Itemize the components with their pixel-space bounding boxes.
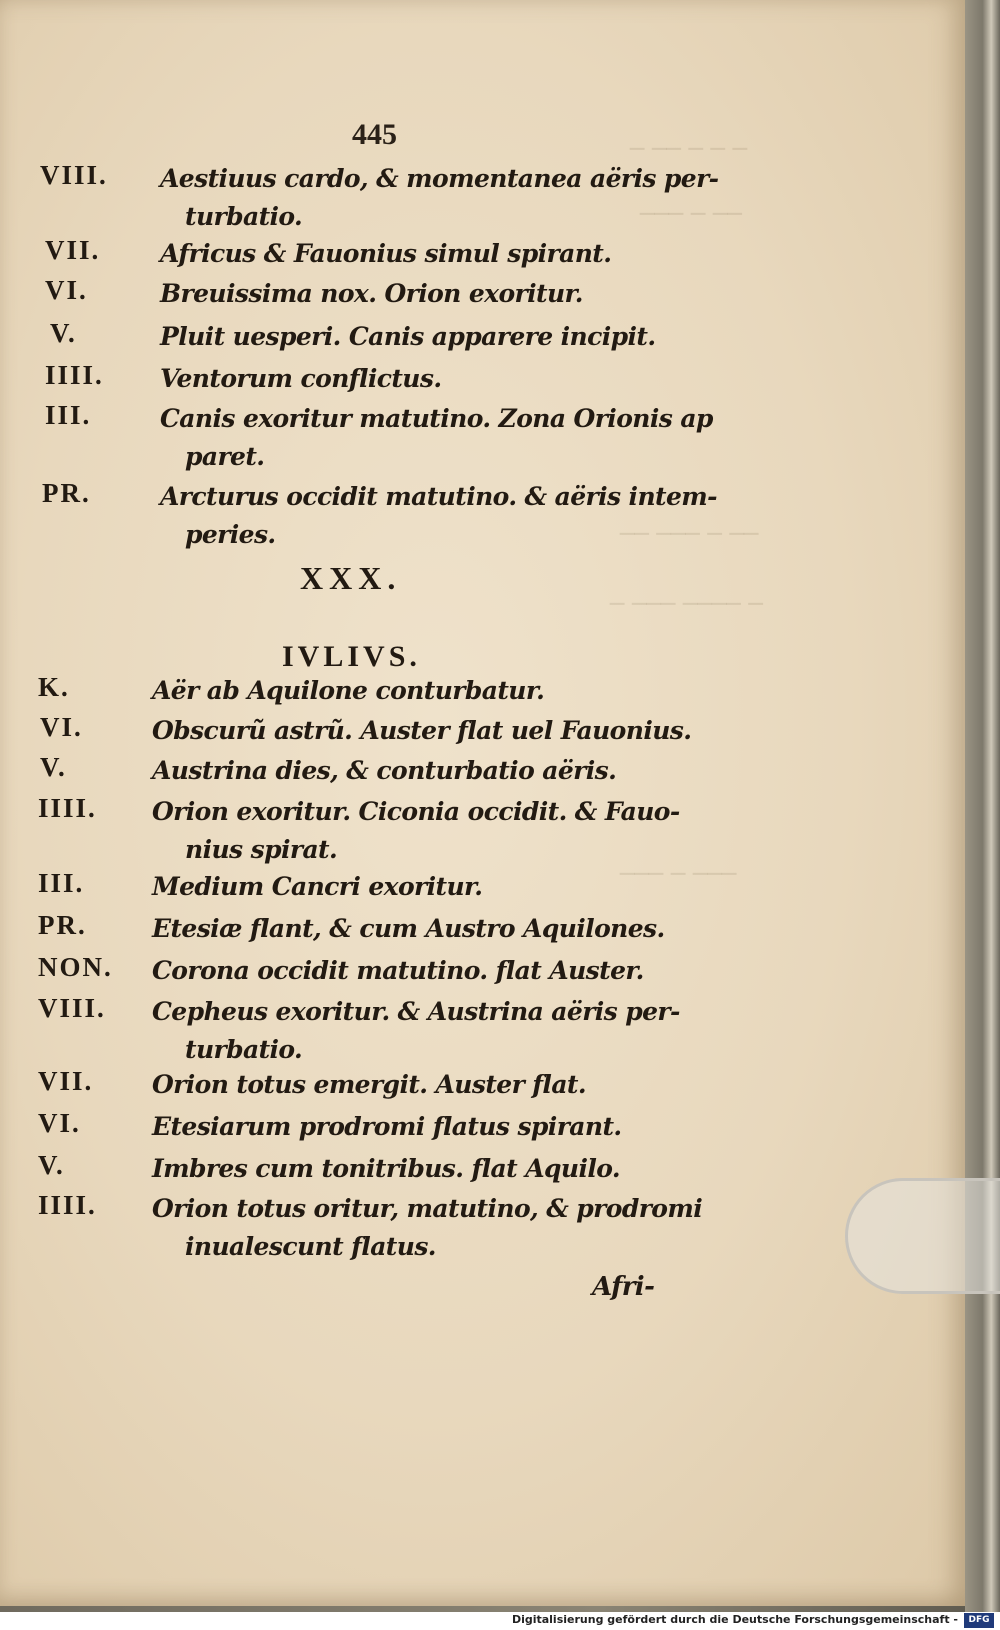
entry-text: Orion totus emergit. Auster flat.: [152, 1070, 586, 1099]
entry-continuation: turbatio.: [185, 202, 303, 231]
entry-text: Etesiarum prodromi flatus spirant.: [152, 1112, 622, 1141]
entry-text: Aër ab Aquilone conturbatur.: [152, 676, 545, 705]
date-numeral: VIII.: [40, 160, 108, 190]
date-numeral: PR.: [42, 478, 91, 508]
month-heading: IVLIVS.: [282, 640, 421, 673]
date-numeral: VII.: [45, 235, 101, 265]
entry-text: Corona occidit matutino. flat Auster.: [152, 956, 644, 985]
entry-continuation: inualescunt flatus.: [185, 1232, 436, 1261]
entry-text: Medium Cancri exoritur.: [152, 872, 483, 901]
date-numeral: NON.: [38, 952, 113, 982]
entry-continuation: turbatio.: [185, 1035, 303, 1064]
dfg-logo: DFG: [964, 1613, 994, 1628]
entry-text: Obscurũ astrũ. Auster flat uel Fauonius.: [152, 716, 692, 745]
page-number: 445: [352, 118, 397, 151]
entry-continuation: peries.: [185, 520, 276, 549]
bleed-through: ─ ── ─ ─ ─: [630, 135, 748, 163]
date-numeral: IIII.: [45, 360, 104, 390]
date-numeral: VI.: [45, 275, 88, 305]
entry-text: Africus & Fauonius simul spirant.: [160, 239, 612, 268]
entry-continuation: paret.: [185, 442, 265, 471]
date-numeral: III.: [45, 400, 92, 430]
page-clip: [845, 1178, 1000, 1294]
entry-text: Orion totus oritur, matutino, & prodromi: [152, 1194, 703, 1223]
date-numeral: V.: [50, 318, 77, 348]
bleed-through: ─── ─ ───: [620, 860, 737, 888]
entry-text: Aestiuus cardo, & momentanea aëris per-: [160, 164, 719, 193]
date-numeral: III.: [38, 868, 85, 898]
date-numeral: V.: [38, 1150, 65, 1180]
catchword: Afri-: [592, 1272, 655, 1302]
entry-text: Pluit uesperi. Canis apparere incipit.: [160, 322, 656, 351]
digitization-credit: Digitalisierung gefördert durch die Deutsche Forschungsgemeinschaft -: [511, 1613, 958, 1626]
page-edge: [965, 0, 1000, 1612]
bleed-through: ─ ─── ──── ─: [610, 590, 763, 618]
date-numeral: IIII.: [38, 1190, 97, 1220]
date-numeral: VIII.: [38, 993, 106, 1023]
date-numeral: K.: [38, 672, 70, 702]
entry-text: Cepheus exoritur. & Austrina aëris per-: [152, 997, 680, 1026]
entry-text: Etesiæ flant, & cum Austro Aquilones.: [152, 914, 665, 943]
date-numeral: V.: [40, 752, 67, 782]
bleed-through: ── ─── ─ ──: [620, 520, 759, 548]
entry-text: Breuissima nox. Orion exoritur.: [160, 279, 583, 308]
date-numeral: VI.: [38, 1108, 81, 1138]
footer: [0, 1612, 1000, 1630]
date-numeral: VII.: [38, 1066, 94, 1096]
date-numeral: PR.: [38, 910, 87, 940]
entry-text: Orion exoritur. Ciconia occidit. & Fauo-: [152, 797, 680, 826]
entry-text: Austrina dies, & conturbatio aëris.: [152, 756, 617, 785]
entry-text: Imbres cum tonitribus. flat Aquilo.: [152, 1154, 620, 1183]
date-numeral: VI.: [40, 712, 83, 742]
entry-continuation: nius spirat.: [185, 835, 338, 864]
bleed-through: ─── ─ ──: [640, 200, 742, 228]
entry-text: Arcturus occidit matutino. & aëris intem-: [160, 482, 717, 511]
count-heading: XXX.: [300, 560, 402, 596]
entry-text: Ventorum conflictus.: [160, 364, 442, 393]
date-numeral: IIII.: [38, 793, 97, 823]
entry-text: Canis exoritur matutino. Zona Orionis ap: [160, 404, 713, 433]
